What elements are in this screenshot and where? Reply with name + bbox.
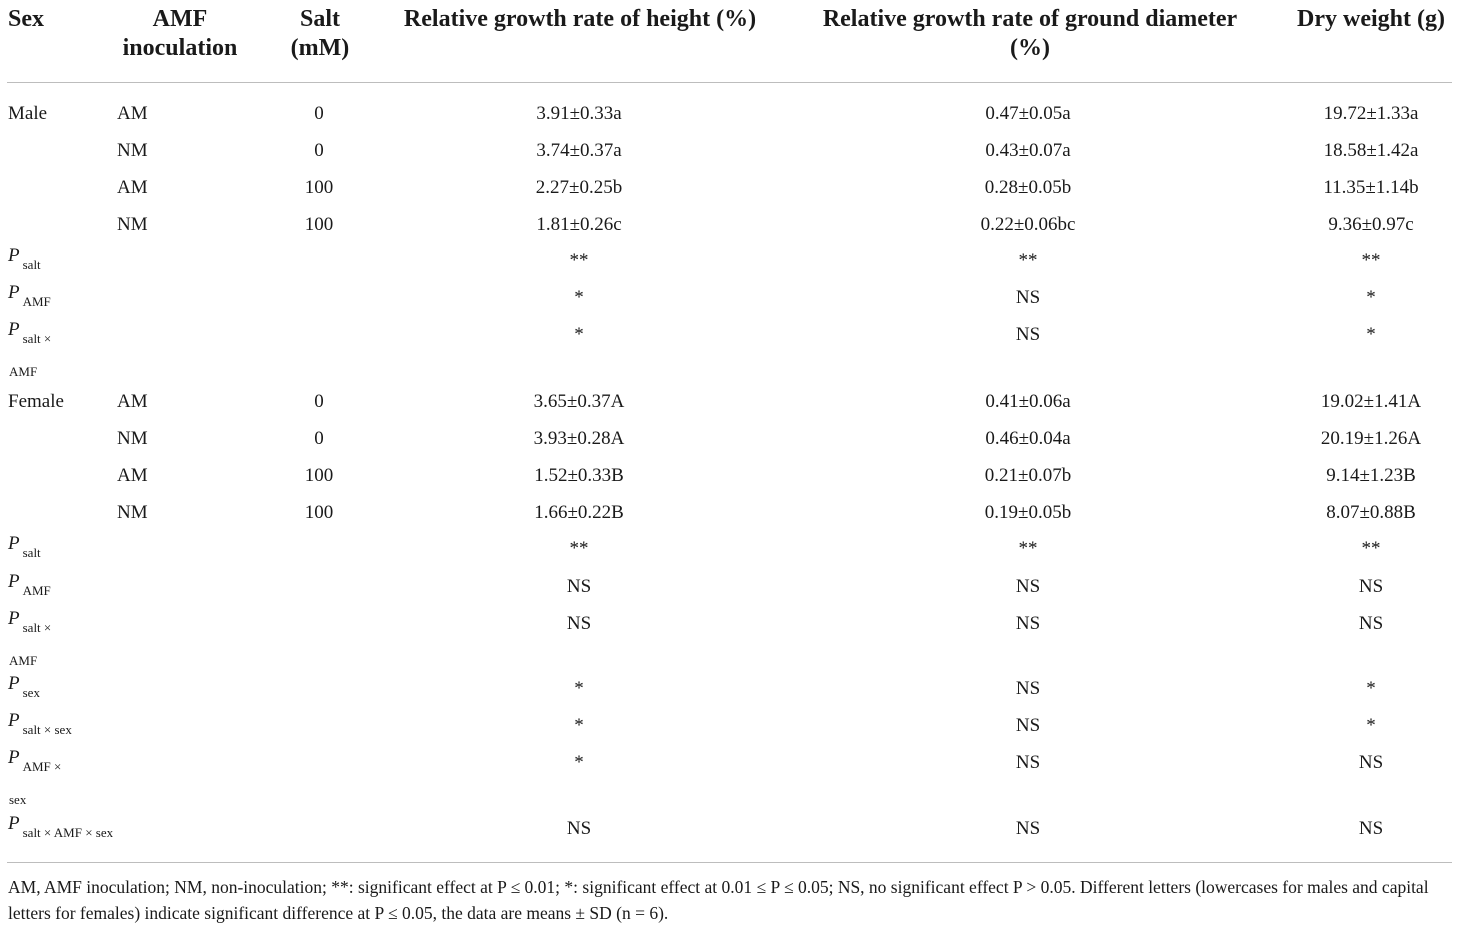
table-cell-salt: 100	[304, 502, 334, 523]
table-cell-weight: 18.58±1.42a	[1323, 140, 1419, 161]
p-subscript: salt × sex	[22, 722, 72, 737]
table-cell-height: 1.81±0.26c	[536, 214, 622, 235]
p-subscript-continued: AMF	[9, 364, 38, 379]
table-cell-salt: 0	[314, 391, 324, 412]
table-cell-weight: 8.07±0.88B	[1326, 502, 1416, 523]
table-cell-diameter: **	[1018, 250, 1038, 271]
table-cell-height: 3.65±0.37A	[533, 391, 625, 412]
table-cell-weight: *	[1366, 324, 1376, 345]
p-symbol: P	[8, 282, 20, 303]
header-amf: AMF inoculation	[122, 6, 238, 61]
table-cell-diameter: 0.41±0.06a	[985, 391, 1071, 412]
table-cell-weight: NS	[1358, 818, 1384, 839]
table-cell-salt: 0	[314, 140, 324, 161]
table-footnote: AM, AMF inoculation; NM, non-inoculation; **: significant effect at P ≤ 0.01; *: significant effect at 0.01 ≤ P ≤ 0.05; NS, no significant effect P > 0.05. Different letters (lowercases for males and capital letters for females) indicate significant difference at P ≤ 0.05, the data are means ± SD (n = 6).	[8, 877, 1429, 923]
table-cell-diameter: NS	[1015, 287, 1041, 308]
table-cell-diameter: 0.22±0.06bc	[980, 214, 1076, 235]
header-dry-weight: Dry weight (g)	[1297, 6, 1445, 32]
p-value-label	[8, 533, 41, 560]
p-value-label	[8, 673, 40, 700]
p-symbol: P	[8, 673, 20, 694]
table-cell-diameter: 0.28±0.05b	[984, 177, 1072, 198]
table-cell-height: NS	[566, 613, 592, 634]
p-symbol: P	[8, 245, 20, 266]
table-cell-diameter: 0.19±0.05b	[984, 502, 1072, 523]
p-symbol: P	[8, 571, 20, 592]
p-symbol: P	[8, 608, 20, 629]
table-cell-diameter: NS	[1015, 752, 1041, 773]
p-value-label	[8, 319, 52, 379]
header-sex: Sex	[8, 6, 44, 32]
table-cell-height: *	[574, 287, 584, 308]
table-cell-weight: **	[1361, 538, 1381, 559]
table-cell-diameter: NS	[1015, 324, 1041, 345]
p-subscript: salt	[22, 545, 41, 560]
table-cell-height: *	[574, 324, 584, 345]
table-cell-weight: *	[1366, 678, 1376, 699]
p-subscript: AMF	[22, 294, 51, 309]
p-value-label	[8, 813, 114, 840]
header-diameter: Relative growth rate of ground diameter (%)	[822, 6, 1238, 61]
table-cell-height: 3.93±0.28A	[533, 428, 625, 449]
p-value-label	[8, 710, 72, 737]
table-cell-amf: AM	[117, 391, 148, 412]
table-cell-height: NS	[566, 818, 592, 839]
p-symbol: P	[8, 747, 20, 768]
table-cell-diameter: **	[1018, 538, 1038, 559]
p-value-label	[8, 747, 62, 807]
table-cell-height: 2.27±0.25b	[535, 177, 623, 198]
table-cell-diameter: 0.43±0.07a	[985, 140, 1071, 161]
table-cell-diameter: 0.21±0.07b	[984, 465, 1072, 486]
p-value-label	[8, 282, 51, 309]
table-cell-salt: 0	[314, 428, 324, 449]
table-cell-amf: NM	[117, 428, 148, 449]
table-cell-weight: *	[1366, 715, 1376, 736]
table-cell-diameter: 0.47±0.05a	[985, 103, 1071, 124]
p-subscript: salt	[22, 257, 41, 272]
table-cell-weight: 11.35±1.14b	[1323, 177, 1419, 198]
table-cell-amf: NM	[117, 214, 148, 235]
table-cell-amf: NM	[117, 140, 148, 161]
table-cell-height: **	[569, 250, 589, 271]
p-symbol: P	[8, 710, 20, 731]
p-value-label	[8, 571, 51, 598]
table-cell-salt: 0	[314, 103, 324, 124]
table-cell-height: 1.52±0.33B	[534, 465, 624, 486]
p-subscript: salt ×	[22, 331, 52, 346]
header-height: Relative growth rate of height (%)	[403, 6, 757, 32]
header-rule	[7, 82, 1452, 83]
table-cell-weight: NS	[1358, 576, 1384, 597]
p-subscript-continued: sex	[9, 792, 27, 807]
table-cell-amf: AM	[117, 177, 148, 198]
table-cell-height: 3.74±0.37a	[536, 140, 622, 161]
p-subscript: salt ×	[22, 620, 52, 635]
table-cell-height: 1.66±0.22B	[534, 502, 624, 523]
footer-rule	[7, 862, 1452, 863]
table-cell-weight: 9.36±0.97c	[1328, 214, 1414, 235]
table-cell-amf: AM	[117, 103, 148, 124]
table-cell-height: *	[574, 752, 584, 773]
p-subscript: AMF	[22, 583, 51, 598]
p-symbol: P	[8, 813, 20, 834]
table-cell-weight: **	[1361, 250, 1381, 271]
table-cell-diameter: 0.46±0.04a	[985, 428, 1071, 449]
p-symbol: P	[8, 533, 20, 554]
table-cell-height: NS	[566, 576, 592, 597]
table-cell-weight: NS	[1358, 752, 1384, 773]
table-cell-amf: NM	[117, 502, 148, 523]
header-salt: Salt (mM)	[290, 6, 350, 61]
table-cell-weight: 20.19±1.26A	[1320, 428, 1422, 449]
table-cell-sex: Male	[8, 103, 48, 124]
p-subscript: salt × AMF × sex	[22, 825, 114, 840]
table-cell-height: *	[574, 715, 584, 736]
table-cell-weight: *	[1366, 287, 1376, 308]
table-cell-height: *	[574, 678, 584, 699]
table-cell-diameter: NS	[1015, 715, 1041, 736]
table-cell-diameter: NS	[1015, 818, 1041, 839]
p-symbol: P	[8, 319, 20, 340]
table-cell-salt: 100	[304, 177, 334, 198]
table-cell-height: **	[569, 538, 589, 559]
table-cell-sex: Female	[8, 391, 64, 412]
p-value-label	[8, 608, 52, 668]
table-cell-amf: AM	[117, 465, 148, 486]
table-cell-diameter: NS	[1015, 576, 1041, 597]
p-subscript: AMF ×	[22, 759, 62, 774]
p-value-label	[8, 245, 41, 272]
table-cell-weight: 9.14±1.23B	[1326, 465, 1416, 486]
table-cell-weight: 19.72±1.33a	[1323, 103, 1419, 124]
table-cell-salt: 100	[304, 465, 334, 486]
table-cell-weight: NS	[1358, 613, 1384, 634]
p-subscript: sex	[22, 685, 40, 700]
table-cell-salt: 100	[304, 214, 334, 235]
table-cell-height: 3.91±0.33a	[536, 103, 622, 124]
p-subscript-continued: AMF	[9, 653, 38, 668]
table-cell-weight: 19.02±1.41A	[1320, 391, 1422, 412]
table-cell-diameter: NS	[1015, 678, 1041, 699]
table-cell-diameter: NS	[1015, 613, 1041, 634]
